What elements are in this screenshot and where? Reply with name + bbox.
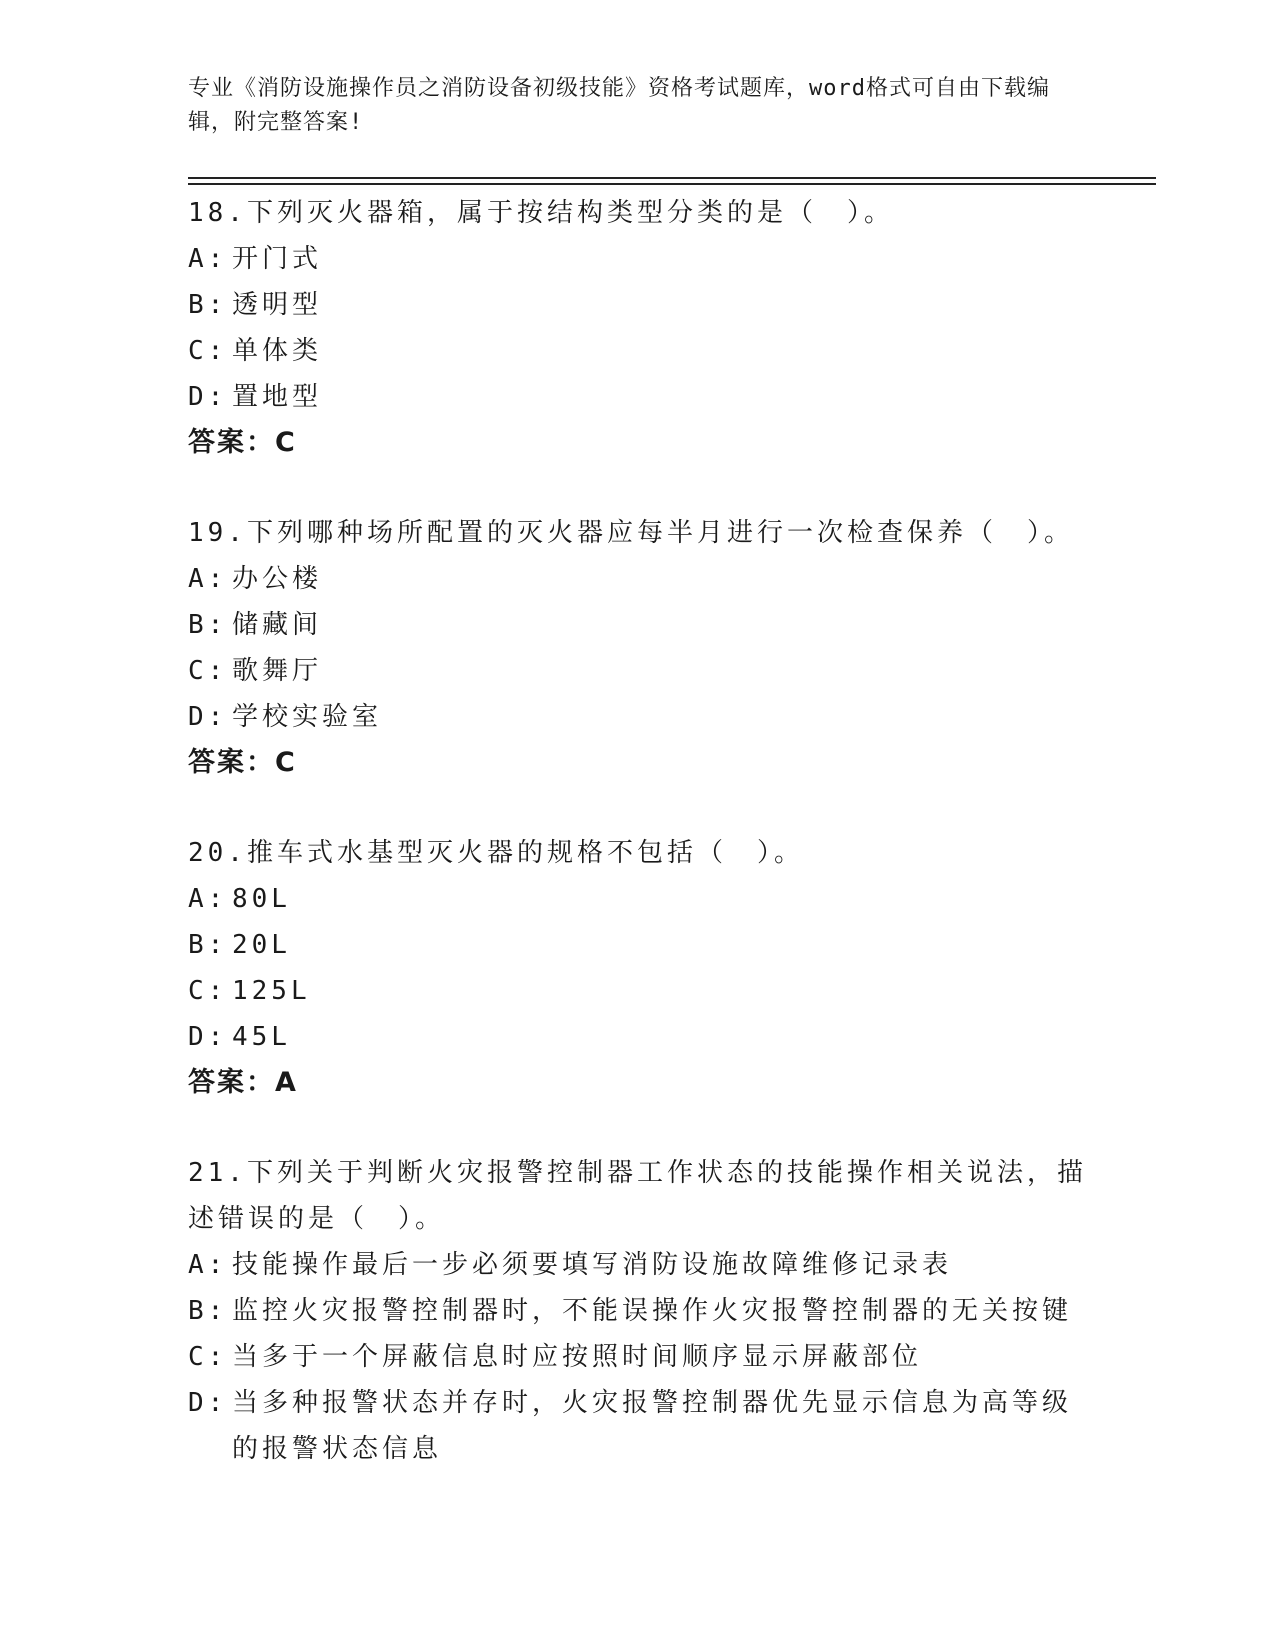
- option-letter: B:: [188, 610, 228, 640]
- answer-line: 答案：C: [188, 427, 297, 458]
- answer-line: 答案：C: [188, 747, 297, 778]
- option-text: 办公楼: [232, 564, 323, 594]
- option-c: [188, 1334, 1088, 1380]
- option-text: 歌舞厅: [232, 656, 323, 686]
- option-text: 45L: [232, 1022, 291, 1052]
- option-letter: D:: [188, 1022, 228, 1052]
- option-letter: C:: [188, 976, 228, 1006]
- option-b: [188, 922, 1088, 968]
- option-letter: C:: [188, 1342, 228, 1372]
- option-c: [188, 328, 1088, 374]
- option-text: 学校实验室: [232, 702, 383, 732]
- option-text: 透明型: [232, 290, 323, 320]
- option-text: 单体类: [232, 336, 323, 366]
- question-stem: 20.推车式水基型灭火器的规格不包括（ ）。: [188, 838, 804, 868]
- option-text: 置地型: [232, 382, 323, 412]
- option-text: 储藏间: [232, 610, 323, 640]
- option-text: 125L: [232, 976, 311, 1006]
- option-a: [188, 556, 1088, 602]
- question-stem: 21.下列关于判断火灾报警控制器工作状态的技能操作相关说法，描述错误的是（ ）。: [188, 1158, 1087, 1234]
- option-d: [188, 1014, 1088, 1060]
- option-text: 当多种报警状态并存时，火灾报警控制器优先显示信息为高等级的报警状态信息: [232, 1388, 1073, 1464]
- option-d: [188, 374, 1088, 420]
- option-text: 80L: [232, 884, 291, 914]
- option-d: [188, 694, 1088, 740]
- option-c: [188, 648, 1088, 694]
- question-18: [188, 190, 1088, 466]
- option-letter: D:: [188, 382, 228, 412]
- option-text: 监控火灾报警控制器时，不能误操作火灾报警控制器的无关按键: [232, 1296, 1073, 1326]
- document-intro: 专业《消防设施操作员之消防设备初级技能》资格考试题库，word格式可自由下载编辑，附完整答案!: [188, 76, 1050, 135]
- option-letter: D:: [188, 702, 228, 732]
- option-text: 开门式: [232, 244, 323, 274]
- option-c: [188, 968, 1088, 1014]
- question-stem: 18.下列灭火器箱，属于按结构类型分类的是（ ）。: [188, 198, 894, 228]
- option-b: [188, 1288, 1088, 1334]
- option-letter: A:: [188, 244, 228, 274]
- option-letter: B:: [188, 290, 228, 320]
- option-a: [188, 236, 1088, 282]
- option-b: [188, 282, 1088, 328]
- option-letter: A:: [188, 1250, 228, 1280]
- divider-line-top: [188, 177, 1156, 179]
- question-21: [188, 1150, 1088, 1472]
- option-b: [188, 602, 1088, 648]
- question-stem: 19.下列哪种场所配置的灭火器应每半月进行一次检查保养（ ）。: [188, 518, 1074, 548]
- option-a: [188, 876, 1088, 922]
- option-letter: B:: [188, 930, 228, 960]
- option-letter: C:: [188, 656, 228, 686]
- option-text: 当多于一个屏蔽信息时应按照时间顺序显示屏蔽部位: [232, 1342, 923, 1372]
- option-letter: A:: [188, 564, 228, 594]
- option-letter: D:: [188, 1388, 228, 1418]
- option-letter: C:: [188, 336, 228, 366]
- divider-line-bottom: [188, 183, 1156, 185]
- question-20: [188, 830, 1088, 1106]
- option-text: 20L: [232, 930, 291, 960]
- option-a: [188, 1242, 1088, 1288]
- answer-line: 答案：A: [188, 1067, 298, 1098]
- option-text: 技能操作最后一步必须要填写消防设施故障维修记录表: [232, 1250, 953, 1280]
- question-19: [188, 510, 1088, 786]
- option-d: [188, 1380, 1088, 1472]
- option-letter: A:: [188, 884, 228, 914]
- option-letter: B:: [188, 1296, 228, 1326]
